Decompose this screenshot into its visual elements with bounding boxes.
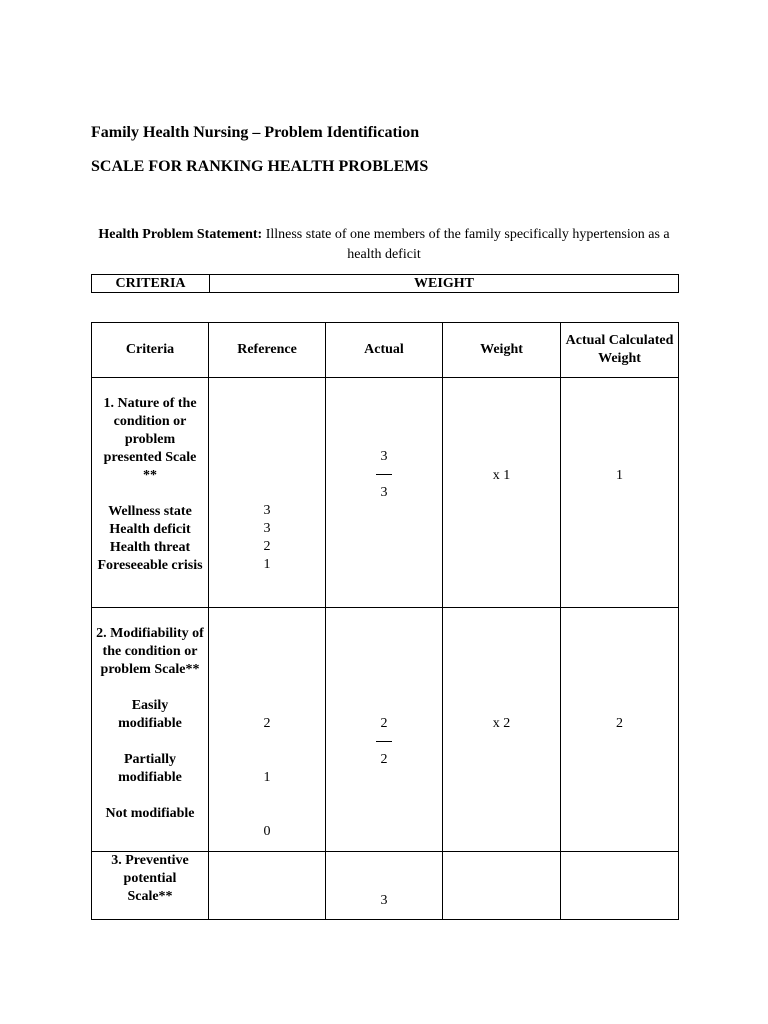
fraction-bar — [376, 741, 392, 742]
col-header-criteria: Criteria — [92, 323, 209, 378]
table-row — [92, 378, 679, 608]
calculated-cell — [561, 608, 679, 852]
health-problem-statement — [91, 225, 677, 265]
criteria-cell — [92, 608, 209, 852]
header-weight: WEIGHT — [210, 275, 679, 293]
actual-numerator: 3 — [380, 893, 388, 908]
criteria-title: 3. Preventive potential Scale** — [111, 853, 189, 904]
statement-text: Illness state of one members of the family specifically hypertension as a health deficit — [262, 227, 670, 262]
reference-value: 3 — [263, 521, 271, 536]
calculated-value: 2 — [616, 716, 623, 731]
criteria-cell — [92, 378, 209, 608]
reference-value: 0 — [263, 824, 271, 839]
actual-denominator: 2 — [380, 752, 388, 767]
weight-cell — [443, 852, 561, 920]
weight-value: x 1 — [492, 468, 511, 483]
weight-cell — [443, 378, 561, 608]
col-header-reference: Reference — [209, 323, 326, 378]
page-title: Family Health Nursing – Problem Identification — [91, 124, 420, 141]
ranking-table — [91, 322, 679, 920]
criteria-title: 2. Modifiability of the condition or problem Scale** — [96, 626, 204, 677]
scale-item: Partially modifiable — [118, 752, 182, 785]
calculated-cell — [561, 378, 679, 608]
table-row — [92, 852, 679, 920]
page-subtitle: SCALE FOR RANKING HEALTH PROBLEMS — [91, 158, 429, 175]
weight-value: x 2 — [492, 716, 511, 731]
reference-cell — [209, 608, 326, 852]
reference-value: 1 — [263, 557, 271, 572]
actual-fraction — [376, 448, 392, 502]
scale-item: Wellness state — [108, 504, 192, 519]
table-row — [92, 608, 679, 852]
actual-cell — [326, 378, 443, 608]
criteria-cell — [92, 852, 209, 920]
actual-numerator: 3 — [380, 449, 388, 464]
criteria-title: 1. Nature of the condition or problem presented Scale ** — [103, 396, 197, 483]
actual-cell — [326, 608, 443, 852]
col-header-weight: Weight — [443, 323, 561, 378]
actual-numerator: 2 — [380, 716, 388, 731]
actual-cell — [326, 852, 443, 920]
col-header-calculated: Actual Calculated Weight — [561, 323, 679, 378]
reference-value: 2 — [263, 716, 271, 731]
reference-value: 2 — [263, 539, 271, 554]
scale-item: Easily modifiable — [118, 698, 182, 731]
reference-cell — [209, 852, 326, 920]
col-header-actual: Actual — [326, 323, 443, 378]
criteria-weight-header-table — [91, 274, 679, 293]
scale-item: Health threat — [109, 540, 191, 555]
scale-item: Health deficit — [109, 522, 191, 537]
reference-value: 1 — [263, 770, 271, 785]
calculated-cell — [561, 852, 679, 920]
actual-denominator: 3 — [380, 485, 388, 500]
scale-item: Not modifiable — [105, 806, 195, 821]
reference-cell — [209, 378, 326, 608]
header-criteria: CRITERIA — [92, 275, 210, 293]
scale-item: Foreseeable crisis — [97, 558, 203, 573]
table-header-row — [92, 323, 679, 378]
reference-value: 3 — [263, 503, 271, 518]
calculated-value: 1 — [616, 468, 623, 483]
fraction-bar — [376, 474, 392, 475]
statement-label: Health Problem Statement: — [98, 227, 263, 242]
weight-cell — [443, 608, 561, 852]
actual-fraction — [376, 715, 392, 769]
